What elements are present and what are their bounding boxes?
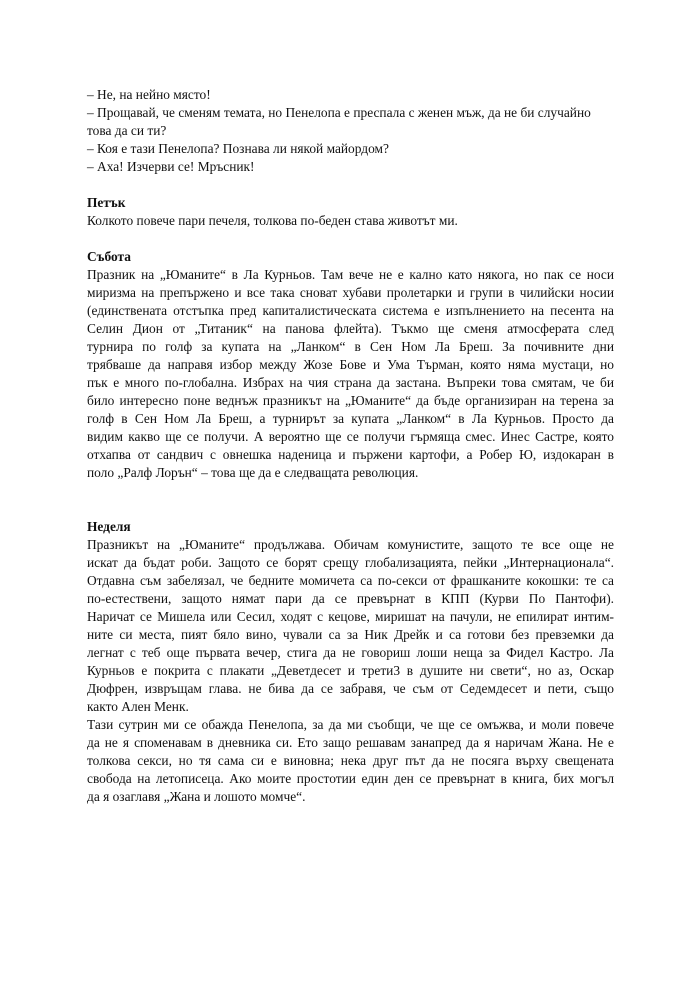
paragraph-line: пък е много по-глобална. Избрах на чия страна да застана. Въпреки това смятам, че би — [87, 375, 614, 390]
section-heading-sunday: Неделя — [87, 519, 131, 534]
section-heading-saturday: Събота — [87, 249, 131, 264]
paragraph-line: Курньов е покрита с плакати „Деветдесет и трети3 в душите ни свети“, но аз, Оскар — [87, 663, 614, 678]
paragraph-line: Празник на „Юманите“ в Ла Курньов. Там вече не е кално като някога, но пак се носи — [87, 267, 614, 282]
paragraph-line: Отдавна съм забелязал, че бедните момичета са по-секси от фрашканите кокошки: те са — [87, 573, 614, 588]
paragraph-line: Дюфрен, извръщам глава. не бива да се забравя, че съм от Седемдесет и пети, също — [87, 681, 614, 696]
paragraph-line: Тази сутрин ми се обажда Пенелопа, за да ми съобщи, че ще се омъжва, и моли повече — [87, 717, 614, 732]
section-spacer — [87, 176, 614, 194]
paragraph-line: отхапва от сандвич с овнешка наденица и пържени картофи, а Робер Ю, издокаран в — [87, 447, 614, 462]
paragraph-line: легнат с теб още първата вечер, стига да не говориш лоши неща за Фидел Кастро. Ла — [87, 645, 614, 660]
paragraph-line: Колкото повече пари печеля, толкова по-беден става животът ми. — [87, 213, 458, 228]
paragraph-line: свобода на летописеца. Ако моите простотии един ден се превърнат в книга, бих могъл — [87, 771, 614, 786]
dialogue-line: – Не, на нейно място! — [87, 87, 211, 102]
paragraph-line: било интересно поне веднъж празникът на „Юманите“ да бъде организиран на терена за — [87, 393, 614, 408]
section-spacer — [87, 230, 614, 248]
paragraph-line: да я озаглавя „Жана и лошото момче“. — [87, 789, 306, 804]
paragraph-line: трябваше да направя избор между Жозе Бове и Ума Търман, която няма мустаци, но — [87, 357, 614, 372]
paragraph-line: Наричат се Мишела или Сесил, ходят с кецове, миришат на пачули, не епилират интим- — [87, 609, 614, 624]
paragraph-line: видим какво ще се получи. А вероятно ще се получи гърмяща смес. Инес Састре, която — [87, 429, 614, 444]
paragraph-line: голф в Сен Ном Ла Бреш, а турнирът за купата „Ланком“ в Ла Курньов. Просто да — [87, 411, 614, 426]
section-heading-friday: Петък — [87, 195, 126, 210]
paragraph — [87, 716, 614, 806]
section-sunday — [87, 518, 614, 806]
section-saturday — [87, 248, 614, 482]
paragraph-line: искат да бъдат роби. Защото се борят срещу глобализацията, пейки „Интернационала“. — [87, 555, 614, 570]
paragraph-line: Селин Дион от „Титаник“ на панова флейта). Тъкмо ще сменя атмосферата след — [87, 321, 614, 336]
paragraph-line: ните си места, пият бяло вино, чували са за Ник Дрейк и са готови без превземки да — [87, 627, 614, 642]
dialogue-block — [87, 86, 614, 176]
section-friday — [87, 194, 614, 230]
paragraph — [87, 266, 614, 482]
paragraph-line: турнира по голф за купата на „Ланком“ в Сен Ном Ла Бреш. За почивните дни — [87, 339, 614, 354]
paragraph-line: по-естествени, защото нямат пари да се превърнат в КПП (Курви По Пантофи). — [87, 591, 614, 606]
paragraph-line: както Ален Менк. — [87, 699, 189, 714]
paragraph-line: поло „Ралф Лорън“ – това ще да е следващата революция. — [87, 465, 419, 480]
dialogue-line: – Прощавай, че сменям темата, но Пенелопа е преспала с женен мъж, да не би случайно — [87, 105, 591, 120]
paragraph-line: толкова секси, но тя сама си е виновна; нека друг път да не посяга върху свещената — [87, 753, 614, 768]
paragraph-line: да не я споменавам в дневника си. Ето защо решавам занапред да я наричам Жана. Не е — [87, 735, 614, 750]
dialogue-line: това да си ти? — [87, 123, 167, 138]
paragraph-line: (единствената отстъпка пред капиталистическата система е изпълнението на песента на — [87, 303, 614, 318]
paragraph-line: миризма на препържено и все така сноват хубави пролетарки и групи в чилийски носии — [87, 285, 614, 300]
section-spacer — [87, 482, 614, 518]
document-page — [87, 86, 614, 806]
paragraph-line: Празникът на „Юманите“ продължава. Обичам комунистите, защото те все още не — [87, 537, 614, 552]
dialogue-line: – Коя е тази Пенелопа? Познава ли някой майордом? — [87, 141, 389, 156]
paragraph — [87, 536, 614, 716]
dialogue-line: – Аха! Изчерви се! Мръсник! — [87, 159, 255, 174]
